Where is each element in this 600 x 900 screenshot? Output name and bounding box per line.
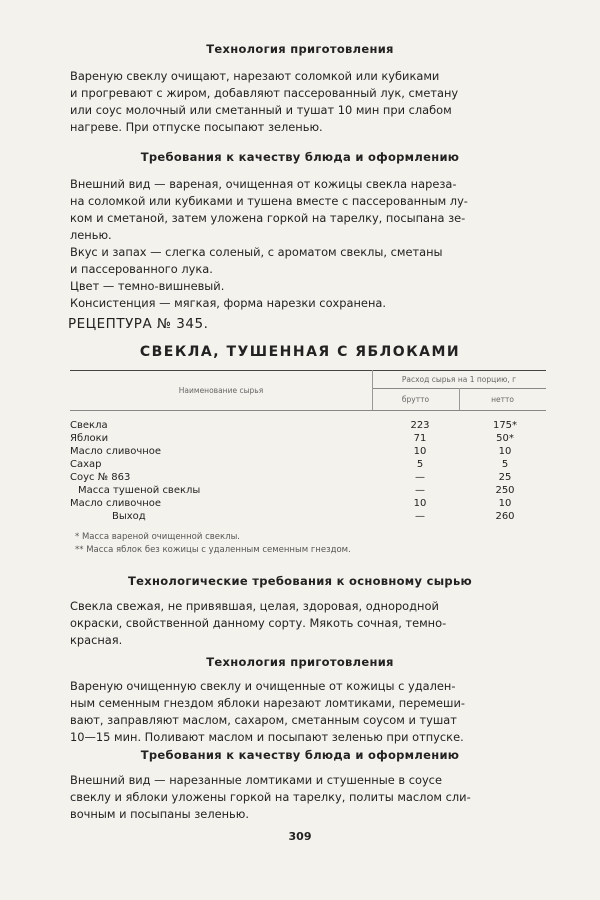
- text-line: Вареную очищенную свеклу и очищенные от кожицы с удален-: [70, 679, 456, 693]
- tech-heading-2: Технология приготовления: [206, 655, 394, 669]
- table-top-rule: [70, 370, 546, 371]
- col-header-name: Наименование сырья: [178, 386, 264, 395]
- gross-value: 10: [413, 498, 427, 509]
- gross-value: 10: [413, 446, 427, 457]
- text-line: ным семенным гнездом яблоки нарезают ломтиками, перемеши-: [70, 696, 465, 710]
- text-line: 10—15 мин. Поливают маслом и посыпают зеленью при отпуске.: [70, 730, 464, 744]
- gross-value: —: [415, 511, 425, 522]
- gross-value: 223: [410, 420, 430, 431]
- net-value: 260: [495, 511, 515, 522]
- table-row: [0, 420, 600, 433]
- footnote: ** Масса яблок без кожицы с удаленным семенным гнездом.: [75, 545, 351, 555]
- net-value: 25: [498, 472, 512, 483]
- tech-heading-1: Технология приготовления: [206, 42, 394, 56]
- quality-heading-2: Требования к качеству блюда и оформлению: [140, 748, 460, 762]
- net-value: 5: [501, 459, 509, 470]
- text-line: Вкус и запах — слегка соленый, с ароматом свеклы, сметаны: [70, 245, 443, 259]
- page-number: 309: [288, 830, 312, 843]
- text-line: Внешний вид — вареная, очищенная от кожицы свекла нареза-: [70, 177, 457, 191]
- net-value: 250: [495, 485, 515, 496]
- text-line: вают, заправляют маслом, сахаром, сметанным соусом и тушат: [70, 713, 457, 727]
- net-value: 175*: [492, 420, 518, 431]
- ingredient-name: Свекла: [70, 420, 108, 431]
- text-line: и прогревают с жиром, добавляют пассерованный лук, сметану: [70, 86, 459, 100]
- recipe-label: РЕЦЕПТУРА № 345.: [68, 316, 209, 332]
- table-row: [0, 459, 600, 472]
- net-value: 10: [498, 446, 512, 457]
- col-header-net: нетто: [491, 395, 514, 404]
- col-header-usage: Расход сырья на 1 порцию, г: [401, 375, 517, 384]
- text-line: на соломкой или кубиками и тушена вместе с пассерованным лу-: [70, 194, 468, 208]
- text-line: Вареную свеклу очищают, нарезают соломкой или кубиками: [70, 69, 440, 83]
- text-line: и пассерованного лука.: [70, 262, 213, 276]
- gross-value: 5: [416, 459, 424, 470]
- table-row: [0, 472, 600, 485]
- ingredient-name: Сахар: [70, 459, 102, 470]
- table-row: [0, 511, 600, 524]
- gross-value: —: [415, 472, 425, 483]
- quality-paragraph-1: [70, 176, 542, 312]
- footnote: * Масса вареной очищенной свеклы.: [75, 532, 240, 542]
- text-line: красная.: [70, 633, 123, 647]
- text-line: нагреве. При отпуске посыпают зеленью.: [70, 120, 323, 134]
- ingredient-name: Выход: [112, 511, 146, 522]
- net-value: 10: [498, 498, 512, 509]
- gross-value: —: [415, 485, 425, 496]
- ingredient-name: Масло сливочное: [70, 498, 162, 509]
- table-row: [0, 446, 600, 459]
- quality-paragraph-2: [70, 772, 542, 823]
- text-line: Консистенция — мягкая, форма нарезки сохранена.: [70, 296, 386, 310]
- text-line: ленью.: [70, 228, 112, 242]
- table-row: [0, 433, 600, 446]
- text-line: ком и сметаной, затем уложена горкой на тарелку, посыпана зе-: [70, 211, 466, 225]
- text-line: или соус молочный или сметанный и тушат 10 мин при слабом: [70, 103, 452, 117]
- tech-paragraph-2: [70, 678, 542, 746]
- text-line: Цвет — темно-вишневый.: [70, 279, 225, 293]
- ingredient-name: Масло сливочное: [70, 446, 162, 457]
- col-header-gross: брутто: [401, 395, 430, 404]
- text-line: свеклу и яблоки уложены горкой на тарелку, политы маслом сли-: [70, 790, 471, 804]
- text-line: окраски, свойственной данному сорту. Мякоть сочная, темно-: [70, 616, 447, 630]
- quality-heading-1: Требования к качеству блюда и оформлению: [140, 150, 460, 164]
- ingredient-name: Яблоки: [70, 433, 109, 444]
- text-line: Внешний вид — нарезанные ломтиками и стушенные в соусе: [70, 773, 442, 787]
- ingredient-name: Соус № 863: [70, 472, 131, 483]
- table-row: [0, 485, 600, 498]
- text-line: вочным и посыпаны зеленью.: [70, 807, 249, 821]
- text-line: Свекла свежая, не привявшая, целая, здоровая, однородной: [70, 599, 439, 613]
- table-header-rule: [70, 410, 546, 411]
- gross-value: 71: [413, 433, 427, 444]
- ingredient-name: Масса тушеной свеклы: [78, 485, 201, 496]
- tech-paragraph-1: [70, 68, 542, 136]
- table-row: [0, 498, 600, 511]
- net-value: 50*: [496, 433, 514, 444]
- dish-title: СВЕКЛА, ТУШЕННАЯ С ЯБЛОКАМИ: [139, 344, 461, 360]
- raw-heading: Технологические требования к основному сырью: [127, 574, 473, 588]
- raw-paragraph: [70, 598, 542, 649]
